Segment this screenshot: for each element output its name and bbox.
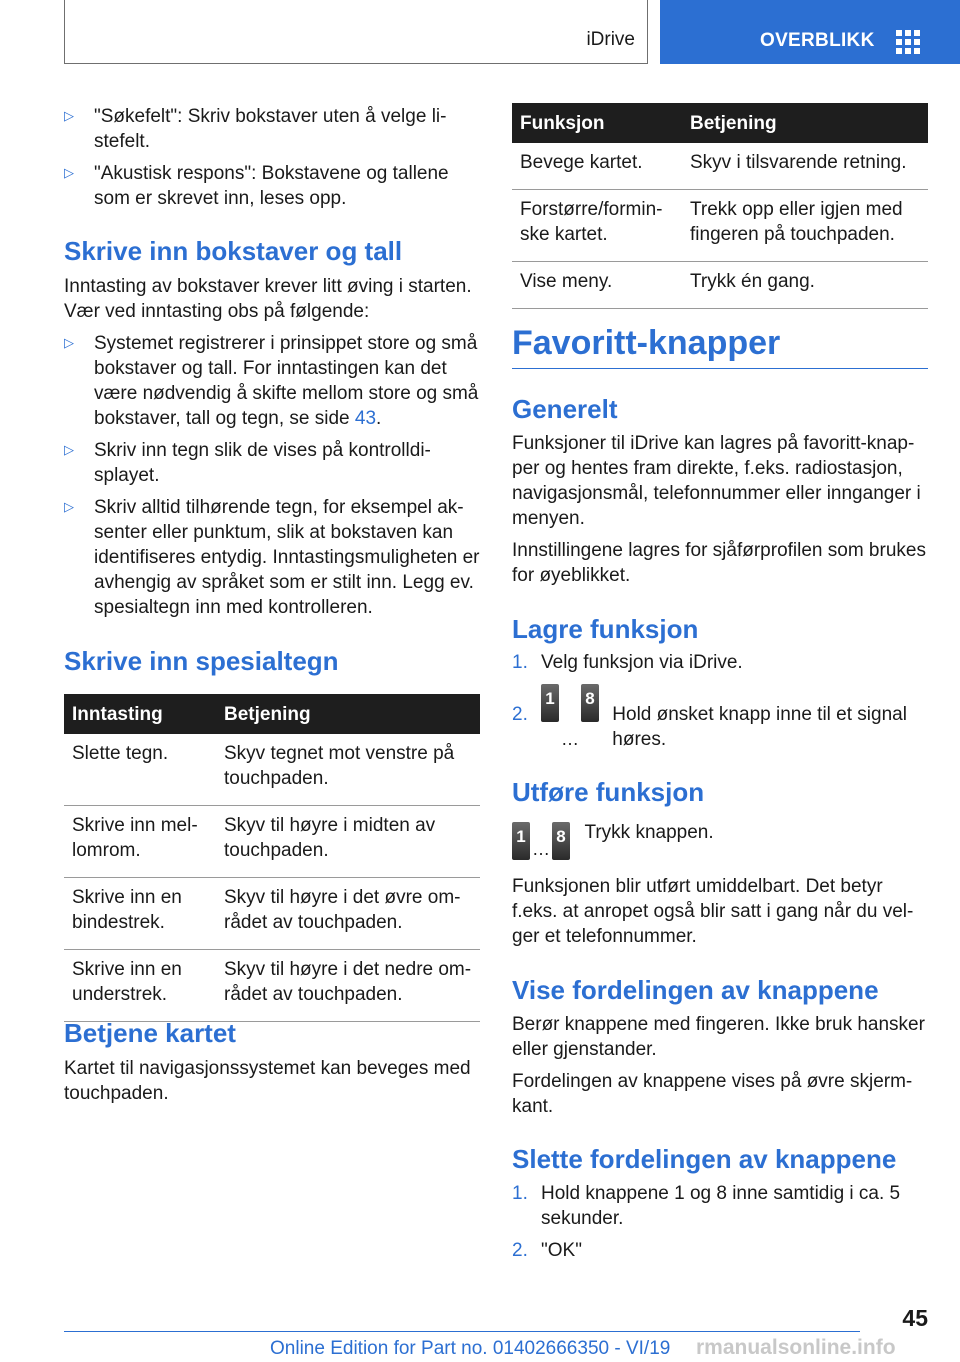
heading-favorites: Favoritt-knapper [512, 324, 781, 362]
general-text-2: Innstillingene lagres for sjåførprofilen som brukes for øyeblikket. [512, 540, 926, 586]
table-row: Forstørre/formin-ske kartet. Trekk opp eller igjen med fingeren på touchpaden. [512, 190, 928, 262]
favorite-key-1-icon: 1 [512, 822, 530, 860]
triangle-bullet-icon: ▷ [64, 335, 74, 350]
table-header: Funksjon [512, 103, 682, 143]
favorite-key-8-icon: 8 [552, 822, 570, 860]
heading-general: Generelt [512, 394, 618, 424]
heading-save: Lagre funksjon [512, 614, 699, 644]
table-header: Inntasting [64, 694, 216, 734]
overview-nav-button[interactable] [660, 0, 960, 64]
letters-intro: Inntasting av bokstaver krever litt øving i starten. Vær ved inntasting obs på følgende: [64, 276, 472, 322]
triangle-bullet-icon: ▷ [64, 165, 74, 180]
special-characters-table [64, 694, 480, 1022]
map-text: Kartet til navigasjonssystemet kan beveges med touchpaden. [64, 1058, 471, 1104]
table-row: Skrive inn mel-lomrom. Skyv til høyre i midten av touchpaden. [64, 806, 480, 878]
page-number: 45 [902, 1305, 928, 1331]
section-divider [512, 368, 928, 369]
table-row: Slette tegn. Skyv tegnet mot venstre på touchpaden. [64, 734, 480, 806]
watermark: rmanualsonline.info [696, 1336, 896, 1359]
footer-divider [64, 1331, 860, 1332]
heading-special: Skrive inn spesialtegn [64, 646, 339, 676]
table-header: Betjening [216, 694, 480, 734]
heading-map: Betjene kartet [64, 1018, 236, 1048]
favorite-key-1-icon: 1 [541, 684, 559, 722]
triangle-bullet-icon: ▷ [64, 442, 74, 457]
list-item: 1. Hold knappene 1 og 8 inne samtidig i ca. 5 sekunder. [512, 1183, 901, 1229]
list-item: ▷ Skriv alltid tilhørende tegn, for eksempel ak-senter eller punktum, slik at bokstaven kan identifiseres entydig. Inntastingsmuligheten er avhengig av språket som er stilt inn. Legg ev. spesialtegn inn med kontrolleren. [64, 497, 480, 618]
page-link[interactable]: 43 [354, 408, 377, 429]
header-section-box [64, 0, 648, 64]
triangle-bullet-icon: ▷ [64, 108, 74, 123]
heading-letters: Skrive inn bokstaver og tall [64, 236, 403, 266]
triangle-bullet-icon: ▷ [64, 499, 74, 514]
table-row: Skrive inn en understrek. Skyv til høyre i det nedre om-rådet av touchpaden. [64, 950, 480, 1022]
list-item: 2. 1…8 Hold ønsket knapp inne til et signal høres. [512, 684, 928, 752]
favorite-key-8-icon: 8 [581, 684, 599, 722]
overview-nav-label: OVERBLIKK [760, 30, 875, 51]
run-text: Funksjonen blir utført umiddelbart. Det betyr f.eks. at anropet også blir satt i gang når du vel-ger et telefonnummer. [512, 876, 914, 947]
run-row: 1…8 Trykk knappen. [512, 822, 928, 860]
list-item: ▷ Systemet registrerer i prinsippet store og små bokstaver og tall. For inntastingen kan det være nødvendig å skifte mellom store og små bokstaver, tall og tegn, se side 43. [64, 333, 479, 429]
table-row: Bevege kartet. Skyv i tilsvarende retning. [512, 143, 928, 190]
list-item: ▷ Skriv inn tegn slik de vises på kontrolldi-splayet. [64, 440, 431, 486]
map-functions-table [512, 103, 928, 309]
table-header: Betjening [682, 103, 928, 143]
list-item: 1. Velg funksjon via iDrive. [512, 652, 743, 673]
header-section-title: iDrive [586, 29, 635, 50]
heading-run: Utføre funksjon [512, 777, 705, 807]
show-text-2: Fordelingen av knappene vises på øvre skjerm-kant. [512, 1071, 913, 1117]
list-item: 2. "OK" [512, 1240, 582, 1261]
list-item: ▷ "Søkefelt": Skriv bokstaver uten å velge li-stefelt. [64, 106, 447, 152]
footer-edition: Online Edition for Part no. 01402666350 - VI/19 [270, 1338, 671, 1359]
list-item: ▷ "Akustisk respons": Bokstavene og tallene som er skrevet inn, leses opp. [64, 163, 449, 209]
grid-icon [896, 30, 920, 54]
show-text-1: Berør knappene med fingeren. Ikke bruk hansker eller gjenstander. [512, 1014, 925, 1060]
heading-delete: Slette fordelingen av knappene [512, 1144, 897, 1174]
general-text-1: Funksjoner til iDrive kan lagres på favoritt-knap-per og hentes fram direkte, f.eks. radiostasjon, navigasjonsmål, telefonnummer eller innganger i menyen. [512, 433, 921, 529]
table-row: Vise meny. Trykk én gang. [512, 262, 928, 309]
table-row: Skrive inn en bindestrek. Skyv til høyre i det øvre om-rådet av touchpaden. [64, 878, 480, 950]
heading-show: Vise fordelingen av knappene [512, 975, 879, 1005]
